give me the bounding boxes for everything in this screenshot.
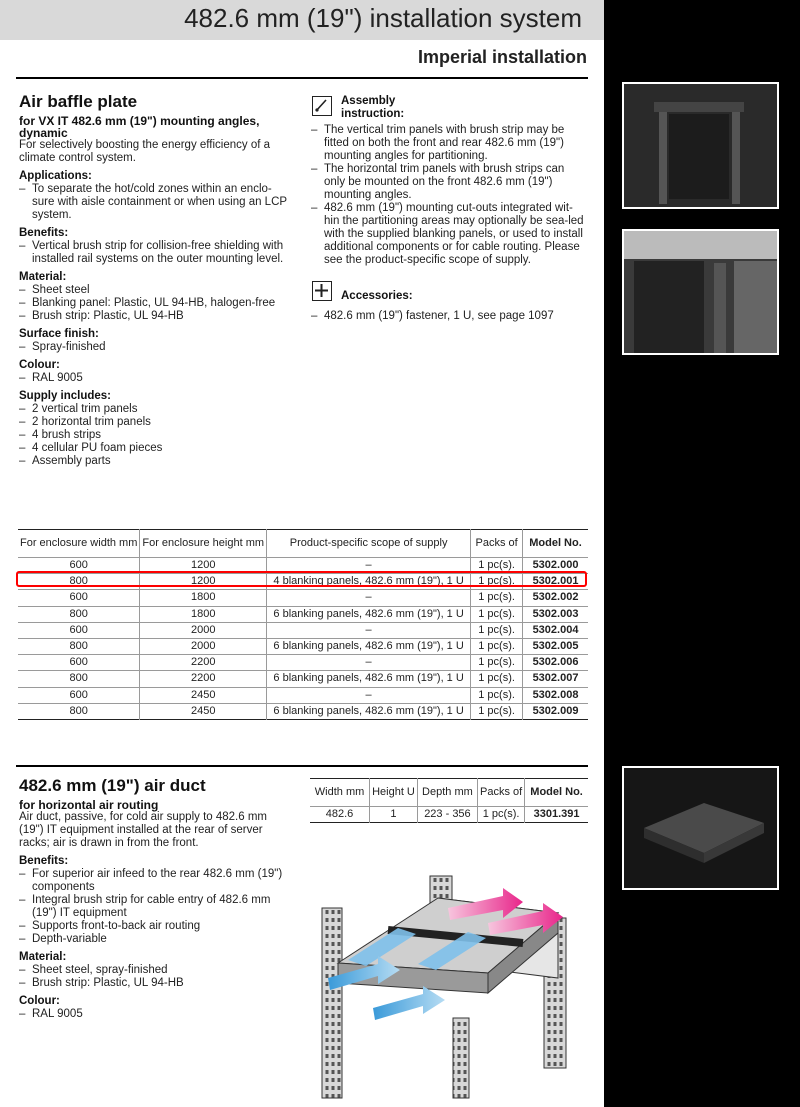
product1-description: For selectively boosting the energy efficiency of a climate control system. [19, 139, 271, 164]
column-header: For enclosure width mm [18, 530, 140, 558]
section-heading: Material: [19, 271, 67, 283]
column-header: Product-specific scope of supply [267, 530, 471, 558]
assembly-text [311, 124, 587, 267]
section-subtitle: Imperial installation [417, 47, 587, 67]
table-row [18, 703, 588, 719]
table-cell: – [267, 655, 471, 671]
list-item: – To separate the hot/cold zones within an enclo-sure with aisle containment or when using an LCP system. [19, 183, 289, 222]
table-cell: 4 blanking panels, 482.6 mm (19"), 1 U [267, 574, 471, 590]
table-row [18, 671, 588, 687]
list-item: – 4 brush strips [19, 429, 289, 442]
table-cell: 2450 [140, 703, 267, 719]
colour-list [19, 1008, 289, 1021]
product1-table [18, 529, 588, 720]
product1-text [19, 92, 289, 468]
table-row [310, 807, 588, 823]
accessories-text [311, 310, 587, 323]
product1-title: Air baffle plate [19, 92, 138, 111]
plus-icon [312, 281, 332, 301]
section-divider [16, 765, 588, 767]
table-row [18, 687, 588, 703]
column-header: Width mm [310, 779, 370, 807]
benefits-list [19, 240, 289, 266]
section-heading: Colour: [19, 359, 60, 371]
table-cell: 1 pc(s). [471, 606, 523, 622]
section-heading: Colour: [19, 995, 60, 1007]
table-cell: 1 pc(s). [471, 687, 523, 703]
table-cell: 1 pc(s). [471, 655, 523, 671]
table-cell: 1 pc(s). [471, 703, 523, 719]
table-cell: – [267, 622, 471, 638]
list-item: – Supports front-to-back air routing [19, 920, 289, 933]
section-heading: Benefits: [19, 855, 69, 867]
table-cell: 1 pc(s). [471, 574, 523, 590]
table-cell: 600 [18, 622, 140, 638]
product2-text [19, 776, 289, 1021]
list-item: – Vertical brush strip for collision-free shielding with installed rail systems on the outer mounting level. [19, 240, 289, 266]
assembly-list [311, 124, 587, 267]
product2-title: 482.6 mm (19") air duct [19, 776, 206, 795]
page-title: 482.6 mm (19") installation system [184, 3, 582, 33]
table-cell: – [267, 558, 471, 574]
model-number: 5302.002 [532, 591, 579, 604]
table-cell: 2200 [140, 655, 267, 671]
rack-frame-photo [622, 82, 779, 209]
model-number: 5302.004 [532, 623, 579, 636]
section-heading: Material: [19, 951, 67, 963]
table-cell: 1 [370, 807, 418, 823]
material-list [19, 964, 289, 990]
table-cell: 1 pc(s). [471, 590, 523, 606]
list-item: – 2 vertical trim panels [19, 403, 289, 416]
list-item: – Blanking panel: Plastic, UL 94-HB, halogen-free [19, 297, 289, 310]
material-list [19, 284, 289, 323]
model-number: 5302.000 [532, 559, 579, 572]
table-cell: 800 [18, 703, 140, 719]
column-header: For enclosure height mm [140, 530, 267, 558]
table-cell: 2000 [140, 638, 267, 654]
list-item: – Integral brush strip for cable entry of 482.6 mm (19") IT equipment [19, 894, 289, 920]
column-header: Model No. [530, 786, 583, 798]
table-cell: 600 [18, 590, 140, 606]
product2-subtitle: for horizontal air routing [19, 798, 159, 812]
screwdriver-icon [312, 96, 332, 116]
table-cell: 482.6 [310, 807, 370, 823]
table-cell: 800 [18, 574, 140, 590]
benefits-list [19, 868, 289, 946]
table-cell: 6 blanking panels, 482.6 mm (19"), 1 U [267, 671, 471, 687]
colour-list [19, 372, 289, 385]
list-item: – Brush strip: Plastic, UL 94-HB [19, 977, 289, 990]
table-header-row [18, 530, 588, 558]
model-number: 5302.001 [532, 575, 579, 588]
supply-list [19, 403, 289, 468]
table-cell: – [267, 590, 471, 606]
air-duct-illustration [318, 868, 583, 1100]
table-cell: 600 [18, 558, 140, 574]
product2-table [310, 778, 588, 823]
list-item: – Depth-variable [19, 933, 289, 946]
table-row [18, 590, 588, 606]
column-header: Height U [370, 779, 418, 807]
table-cell: 800 [18, 606, 140, 622]
list-item: – 2 horizontal trim panels [19, 416, 289, 429]
table-cell: 800 [18, 638, 140, 654]
table-cell: 6 blanking panels, 482.6 mm (19"), 1 U [267, 638, 471, 654]
model-number: 5302.008 [532, 688, 579, 701]
table-cell: 2450 [140, 687, 267, 703]
table-cell: 1200 [140, 558, 267, 574]
list-item: – Sheet steel, spray-finished [19, 964, 289, 977]
table-cell: 1200 [140, 574, 267, 590]
table-cell: 1800 [140, 606, 267, 622]
list-item: – RAL 9005 [19, 1008, 289, 1021]
list-item: – 482.6 mm (19") mounting cut-outs integrated wit-hin the partitioning areas may optionally be sea-led with the supplied blanking panels, or used to install additional components or for cable routing. Please see the product-specific scope of supply. [311, 202, 587, 267]
table-cell: 6 blanking panels, 482.6 mm (19"), 1 U [267, 606, 471, 622]
table-cell: 1 pc(s). [477, 807, 524, 823]
section-heading: Applications: [19, 170, 92, 182]
column-header: Packs of [471, 530, 523, 558]
table-cell: 1800 [140, 590, 267, 606]
row-highlight [16, 571, 587, 587]
applications-list [19, 183, 289, 222]
list-item: – 4 cellular PU foam pieces [19, 442, 289, 455]
table-cell: 600 [18, 655, 140, 671]
model-number: 5302.005 [532, 640, 579, 653]
table-cell: 1 pc(s). [471, 622, 523, 638]
table-row [18, 622, 588, 638]
table-cell: 1 pc(s). [471, 558, 523, 574]
section-divider [16, 77, 588, 79]
section-heading: Benefits: [19, 227, 69, 239]
accessories-list [311, 310, 587, 323]
list-item: – RAL 9005 [19, 372, 289, 385]
table-cell: 2000 [140, 622, 267, 638]
table-row [18, 638, 588, 654]
list-item: – Spray-finished [19, 341, 289, 354]
enclosure-interior-photo [622, 229, 779, 355]
list-item: – Sheet steel [19, 284, 289, 297]
model-number: 5302.009 [532, 704, 579, 717]
product2-description: Air duct, passive, for cold air supply to 482.6 mm (19") IT equipment installed at the rear of server racks; air is drawn in from the front. [19, 811, 267, 849]
table-cell: – [267, 687, 471, 703]
model-number: 3301.391 [533, 808, 580, 821]
column-header: Depth mm [417, 779, 477, 807]
table-cell: 223 - 356 [417, 807, 477, 823]
model-number: 5302.003 [532, 607, 579, 620]
section-heading: Surface finish: [19, 328, 99, 340]
table-cell: 800 [18, 671, 140, 687]
surface-list [19, 341, 289, 354]
list-item: – The vertical trim panels with brush strip may be fitted on both the front and rear 482.6 mm (19") mounting angles for partitioning. [311, 124, 587, 163]
list-item: – Brush strip: Plastic, UL 94-HB [19, 310, 289, 323]
list-item: – The horizontal trim panels with brush strips can only be mounted on the front 482.6 mm (19") mounting angles. [311, 163, 587, 202]
table-cell: 1 pc(s). [471, 671, 523, 687]
table-header-row [310, 779, 588, 807]
product1-subtitle: for VX IT 482.6 mm (19") mounting angles, dynamic [19, 114, 260, 140]
section-heading: Supply includes: [19, 390, 112, 402]
list-item: – For superior air infeed to the rear 482.6 mm (19") components [19, 868, 289, 894]
assembly-heading: Assembly instruction: [341, 95, 405, 120]
model-number: 5302.006 [532, 656, 579, 669]
model-number: 5302.007 [532, 672, 579, 685]
air-duct-photo [622, 766, 779, 890]
table-row [18, 606, 588, 622]
table-row [18, 655, 588, 671]
column-header: Packs of [477, 779, 524, 807]
table-cell: 600 [18, 687, 140, 703]
column-header: Model No. [529, 537, 582, 549]
table-cell: 1 pc(s). [471, 638, 523, 654]
list-item: – 482.6 mm (19") fastener, 1 U, see page 1097 [311, 310, 587, 323]
table-cell: 2200 [140, 671, 267, 687]
accessories-heading: Accessories: [341, 290, 413, 302]
list-item: – Assembly parts [19, 455, 289, 468]
table-cell: 6 blanking panels, 482.6 mm (19"), 1 U [267, 703, 471, 719]
